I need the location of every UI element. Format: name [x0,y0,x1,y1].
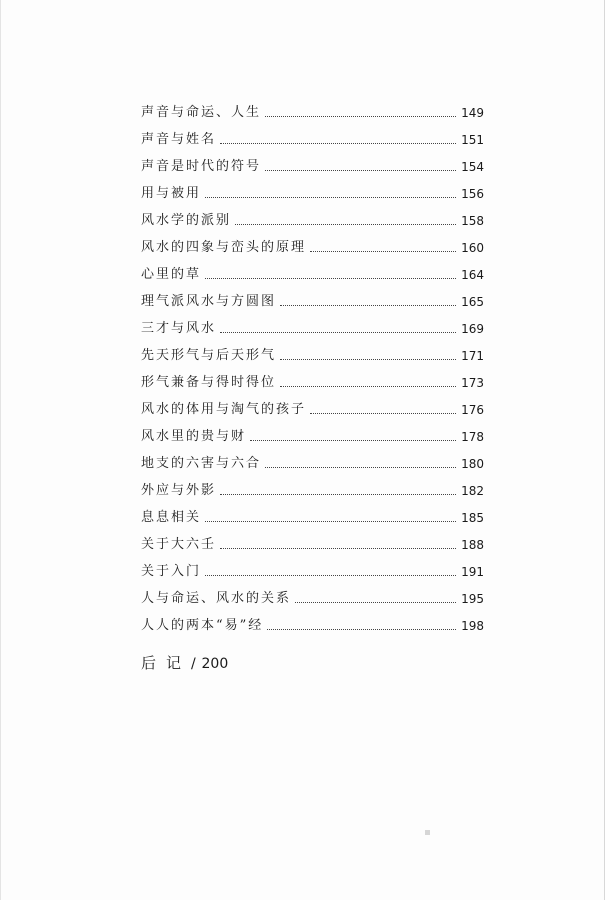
toc-entry-title: 声音与姓名 [141,132,217,147]
dot-leader [205,574,456,576]
toc-entry-title: 理气派风水与方圆图 [141,294,277,309]
toc-entry [141,310,484,337]
toc-entry [141,148,484,175]
toc-entry-title: 风水的四象与峦头的原理 [141,240,307,255]
toc-entry-title: 声音与命运、人生 [141,105,262,120]
toc-entry-page-number: 185 [461,511,484,525]
toc-entry [141,337,484,364]
dot-leader [280,304,456,306]
toc-entry-page-number: 182 [461,484,484,498]
dot-leader [280,358,456,360]
toc-entry [141,364,484,391]
toc-entry-page-number: 164 [461,268,484,282]
toc-entry-title: 关于入门 [141,564,202,579]
toc-entry-page-number: 156 [461,187,484,201]
dot-leader [250,439,456,441]
dot-leader [265,169,456,171]
dot-leader [220,493,456,495]
toc-entry [141,553,484,580]
toc-entry-page-number: 195 [461,592,484,606]
toc-entry-page-number: 176 [461,403,484,417]
toc-entry-page-number: 198 [461,619,484,633]
toc-entry [141,202,484,229]
dot-leader [265,115,456,117]
toc-entry [141,94,484,121]
toc-entry [141,175,484,202]
toc-entry-page-number: 160 [461,241,484,255]
toc-entry-page-number: 173 [461,376,484,390]
afterword-label: 后记 [141,654,192,672]
dot-leader [310,412,456,414]
toc-entry [141,445,484,472]
dot-leader [235,223,456,225]
table-of-contents [141,94,484,634]
toc-entry [141,472,484,499]
dot-leader [220,142,456,144]
toc-entry-title: 地支的六害与六合 [141,456,262,471]
toc-entry-page-number: 180 [461,457,484,471]
toc-entry [141,580,484,607]
toc-entry-title: 风水的体用与淘气的孩子 [141,402,307,417]
toc-entry-title: 息息相关 [141,510,202,525]
toc-entry [141,283,484,310]
toc-entry-title: 声音是时代的符号 [141,159,262,174]
toc-entry-title: 三才与风水 [141,321,217,336]
toc-entry-title: 外应与外影 [141,483,217,498]
toc-entry-page-number: 191 [461,565,484,579]
toc-entry-page-number: 188 [461,538,484,552]
toc-entry-page-number: 171 [461,349,484,363]
toc-entry-page-number: 151 [461,133,484,147]
dot-leader [265,466,456,468]
toc-entry-title: 人人的两本“易”经 [141,618,264,633]
toc-entry-title: 先天形气与后天形气 [141,348,277,363]
toc-entry-page-number: 154 [461,160,484,174]
toc-entry-title: 人与命运、风水的关系 [141,591,292,606]
toc-entry-page-number: 169 [461,322,484,336]
dot-leader [205,520,456,522]
toc-entry [141,526,484,553]
dot-leader [205,277,456,279]
scan-speck [425,830,430,835]
toc-entry-page-number: 165 [461,295,484,309]
dot-leader [280,385,456,387]
toc-entry-page-number: 178 [461,430,484,444]
toc-entry-title: 形气兼备与得时得位 [141,375,277,390]
toc-entry-page-number: 149 [461,106,484,120]
afterword-entry [141,652,228,673]
dot-leader [310,250,456,252]
toc-entry-page-number: 158 [461,214,484,228]
toc-entry [141,499,484,526]
afterword-page-number: 200 [201,656,229,672]
toc-entry-title: 关于大六壬 [141,537,217,552]
toc-entry [141,418,484,445]
toc-entry-title: 风水里的贵与财 [141,429,247,444]
toc-entry [141,229,484,256]
toc-entry [141,607,484,634]
dot-leader [267,628,456,630]
toc-entry [141,391,484,418]
toc-entry [141,121,484,148]
afterword-separator: / [191,656,196,672]
toc-entry [141,256,484,283]
dot-leader [220,547,456,549]
toc-entry-title: 用与被用 [141,186,202,201]
toc-entry-title: 心里的草 [141,267,202,282]
toc-entry-title: 风水学的派别 [141,213,232,228]
dot-leader [295,601,456,603]
dot-leader [205,196,456,198]
dot-leader [220,331,456,333]
